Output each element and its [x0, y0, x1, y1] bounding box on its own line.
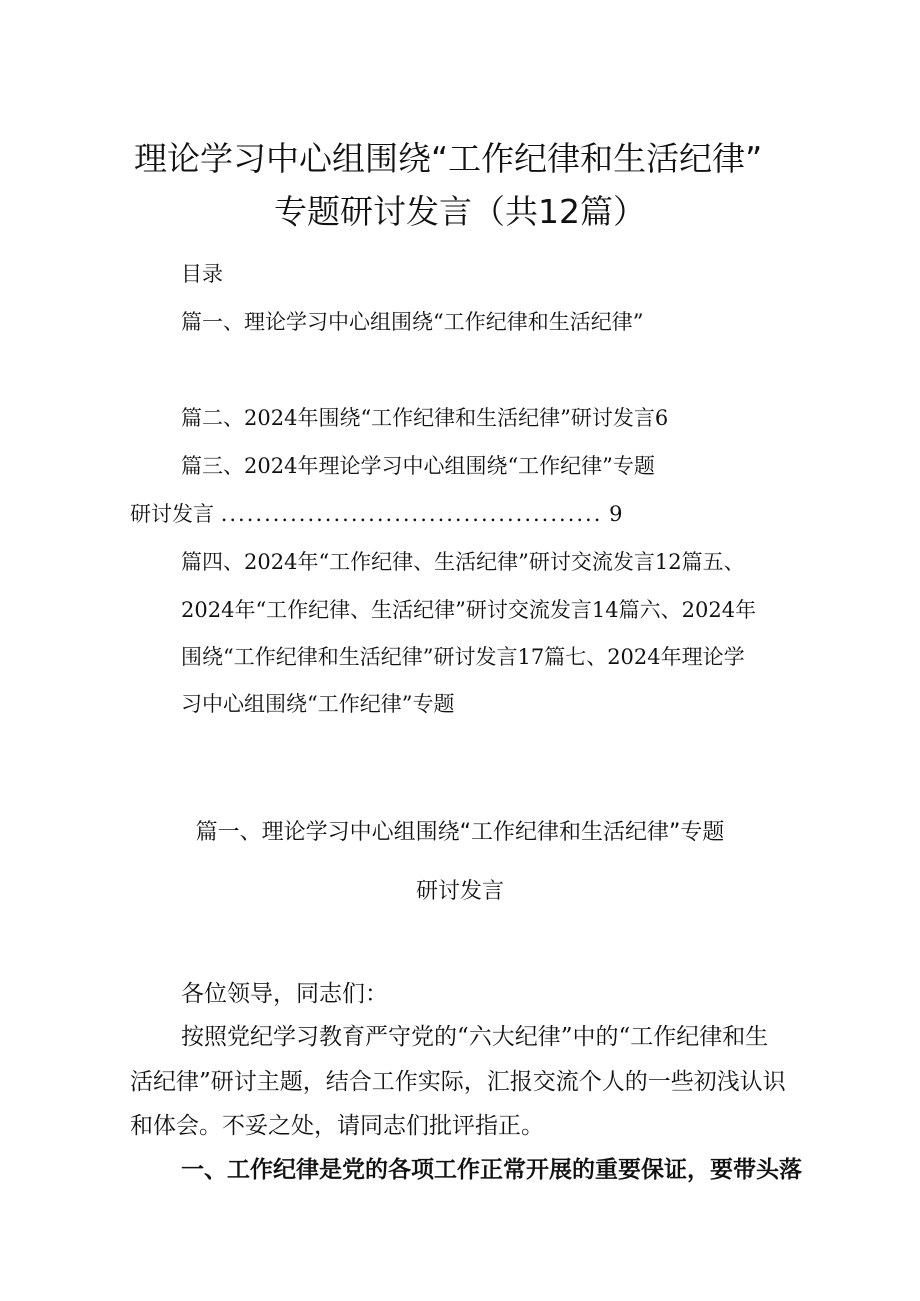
- greeting: 各位领导，同志们：: [181, 981, 388, 1007]
- paragraph-1-line-3: 和体会。不妥之处，请同志们批评指正。: [130, 1113, 544, 1139]
- toc-entry-5: 2024年“工作纪律、生活纪律”研讨交流发言14篇六、2024年: [181, 598, 757, 622]
- toc-leader-dots: ............................................: [220, 502, 603, 526]
- document-title-line-1: 理论学习中心组围绕“工作纪律和生活纪律”: [134, 139, 763, 178]
- toc-entry-1: 篇一、理论学习中心组围绕“工作纪律和生活纪律”: [181, 310, 644, 334]
- document-title-line-2: 专题研讨发言（共12篇）: [274, 192, 646, 231]
- paragraph-1-line-1: 按照党纪学习教育严守党的“六大纪律”中的“工作纪律和生: [181, 1024, 769, 1050]
- paragraph-1-line-2: 活纪律”研讨主题，结合工作实际，汇报交流个人的一些初浅认识: [130, 1069, 786, 1095]
- toc-page-number: 9: [609, 502, 623, 526]
- section-heading-1: 一、工作纪律是党的各项工作正常开展的重要保证，要带头落: [181, 1157, 802, 1183]
- section-title-line-1: 篇一、理论学习中心组围绕“工作纪律和生活纪律”专题: [195, 820, 725, 845]
- toc-entry-3-continued: [130, 498, 622, 528]
- toc-entry-7: 习中心组围绕“工作纪律”专题: [181, 692, 455, 716]
- toc-entry-3: 篇三、2024年理论学习中心组围绕“工作纪律”专题: [181, 454, 655, 478]
- toc-entry-6: 围绕“工作纪律和生活纪律”研讨发言17篇七、2024年理论学: [181, 645, 745, 669]
- toc-entry-3-text: 研讨发言: [130, 502, 214, 526]
- toc-entry-2: 篇二、2024年围绕“工作纪律和生活纪律”研讨发言6: [181, 406, 669, 430]
- toc-entry-4: 篇四、2024年“工作纪律、生活纪律”研讨交流发言12篇五、: [181, 550, 745, 574]
- section-title-line-2: 研讨发言: [415, 879, 504, 904]
- toc-heading: 目录: [181, 262, 223, 286]
